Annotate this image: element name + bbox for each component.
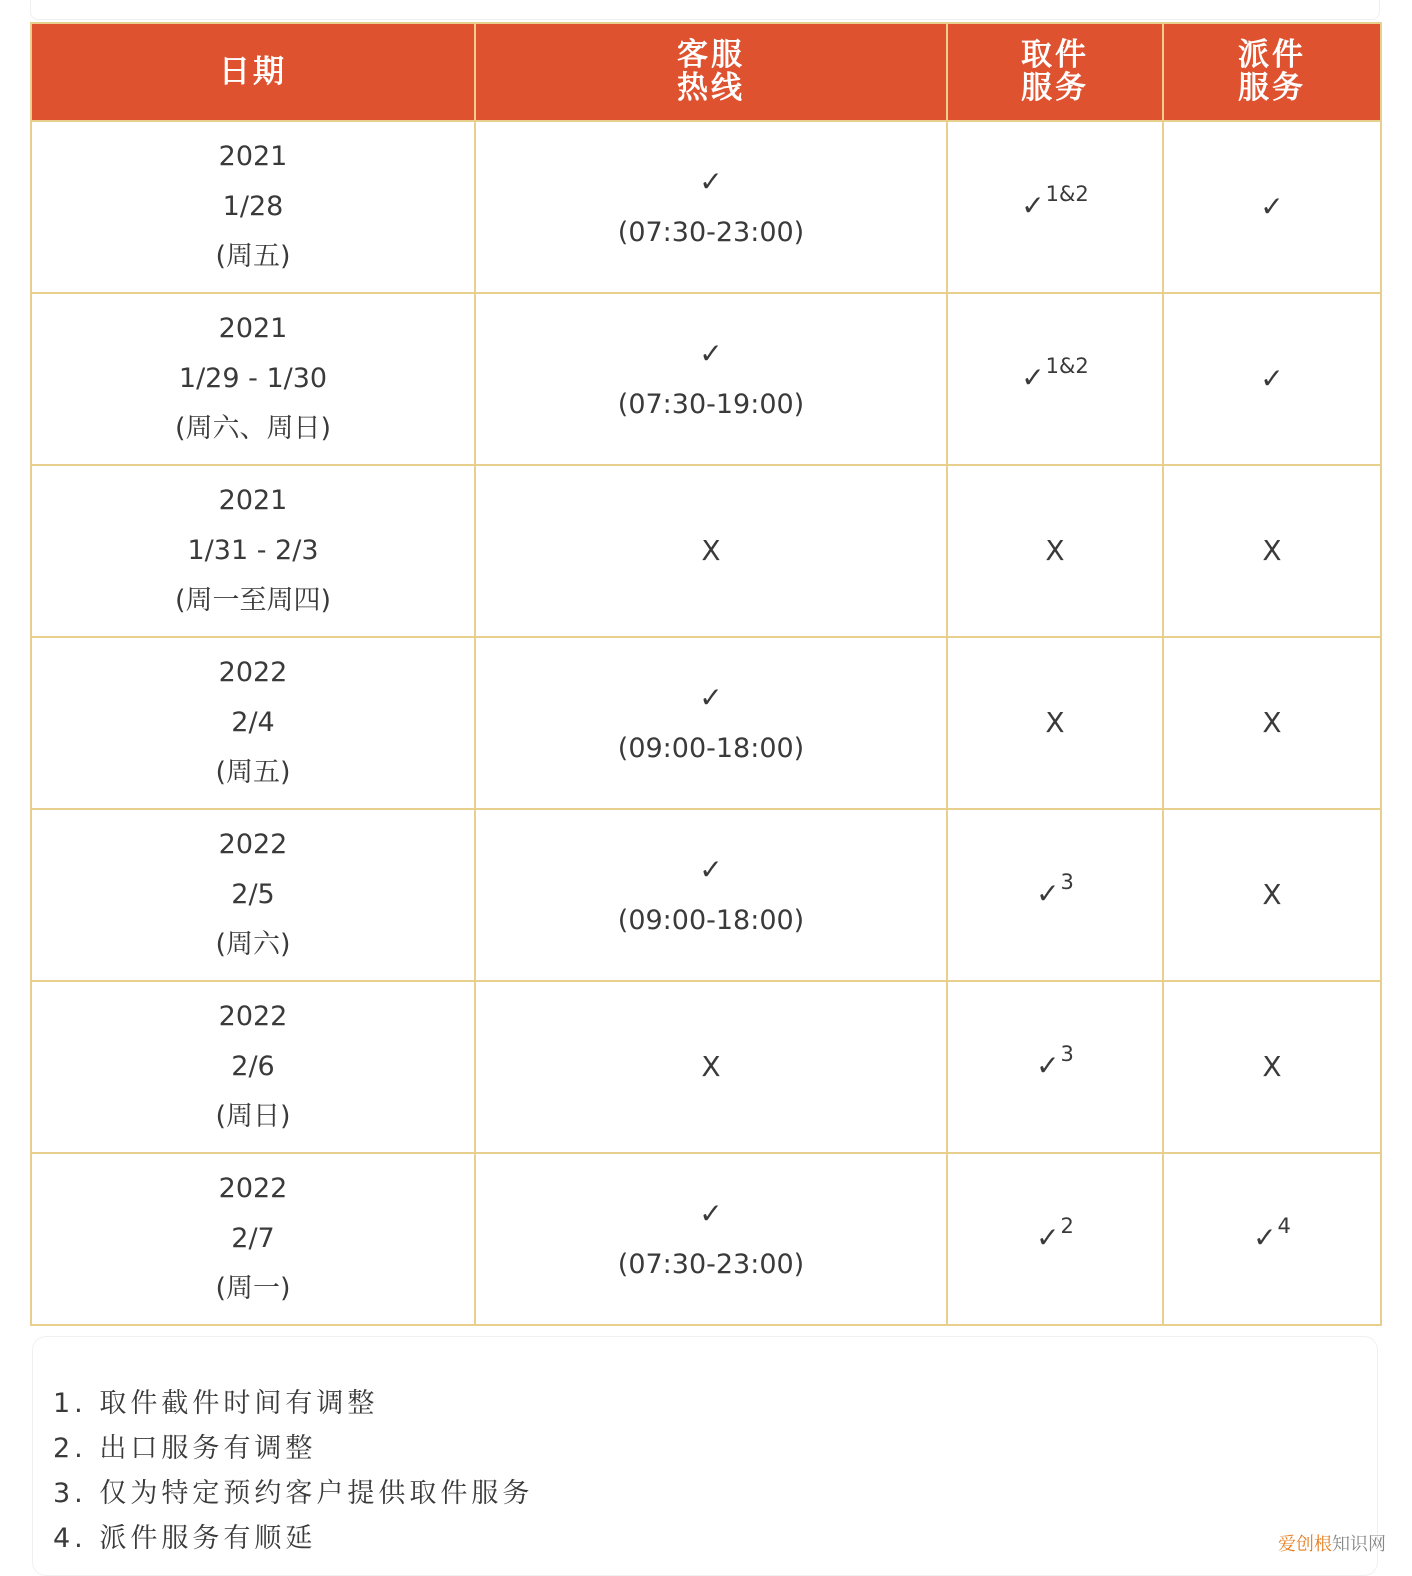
- hotline-cell: [475, 1153, 947, 1325]
- header-delivery-line-2: 服务: [1238, 70, 1306, 106]
- date-year: 2022: [218, 1001, 288, 1032]
- date-weekday: (周日): [215, 1101, 291, 1132]
- date-weekday: (周六): [215, 929, 291, 960]
- check-icon: ✓: [1021, 361, 1045, 394]
- date-year: 2022: [218, 829, 288, 860]
- pickup-status: [1021, 353, 1089, 405]
- pickup-cell: [947, 293, 1163, 465]
- cross-icon: X: [1262, 533, 1282, 567]
- pickup-cell: [947, 981, 1163, 1153]
- delivery-cell: [1163, 293, 1381, 465]
- cross-icon: X: [1262, 705, 1282, 739]
- date-cell: [31, 981, 475, 1153]
- footnotes-list: [33, 1337, 1377, 1561]
- date-range: 1/29 - 1/30: [178, 363, 328, 394]
- table-row: [31, 981, 1381, 1153]
- check-icon: ✓: [1036, 1049, 1060, 1082]
- table-row: [31, 293, 1381, 465]
- date-weekday: (周五): [215, 757, 291, 788]
- pickup-cell: [947, 465, 1163, 637]
- watermark-brand: 爱创根: [1278, 1534, 1332, 1555]
- header-hotline: [475, 23, 947, 121]
- delivery-cell: [1163, 637, 1381, 809]
- delivery-cell: [1163, 465, 1381, 637]
- pickup-status: [1021, 181, 1089, 233]
- cross-icon: X: [1045, 533, 1065, 567]
- cross-icon: X: [1262, 1049, 1282, 1083]
- check-icon: ✓: [699, 680, 723, 714]
- service-schedule-table: [30, 22, 1382, 1326]
- footnote-ref: 1&2: [1045, 182, 1089, 206]
- table-row: [31, 465, 1381, 637]
- delivery-cell: [1163, 1153, 1381, 1325]
- delivery-status: [1260, 354, 1283, 404]
- pickup-status: [1045, 526, 1064, 576]
- date-cell: [31, 465, 475, 637]
- footnote-ref: 4: [1277, 1214, 1291, 1238]
- header-pickup: [947, 23, 1163, 121]
- footnote-ref: 3: [1060, 1042, 1074, 1066]
- date-cell: [31, 293, 475, 465]
- footnotes-panel: [32, 1336, 1378, 1576]
- date-range: 2/5: [231, 879, 275, 910]
- footnote-item: 2. 出口服务有调整: [53, 1433, 317, 1464]
- delivery-status: [1262, 526, 1281, 576]
- check-icon: ✓: [699, 852, 723, 886]
- date-year: 2022: [218, 1173, 288, 1204]
- table-row: [31, 637, 1381, 809]
- header-hotline-line-1: 客服: [677, 37, 745, 73]
- hotline-hours: (07:30-23:00): [617, 216, 805, 248]
- header-date: [31, 23, 475, 121]
- check-icon: ✓: [699, 1196, 723, 1230]
- date-range: 1/28: [222, 191, 284, 222]
- delivery-cell: [1163, 121, 1381, 293]
- delivery-cell: [1163, 809, 1381, 981]
- date-weekday: (周一至周四): [174, 585, 332, 616]
- date-range: 2/7: [231, 1223, 275, 1254]
- hotline-cell: [475, 981, 947, 1153]
- check-icon: ✓: [1021, 189, 1045, 222]
- delivery-cell: [1163, 981, 1381, 1153]
- check-icon: ✓: [1260, 361, 1284, 395]
- table-row: [31, 809, 1381, 981]
- date-weekday: (周五): [215, 241, 291, 272]
- delivery-status: [1262, 698, 1281, 748]
- footnote-ref: 2: [1060, 1214, 1074, 1238]
- hotline-cell: [475, 637, 947, 809]
- footnote-item: 4. 派件服务有顺延: [53, 1523, 317, 1554]
- hotline-cell: [475, 121, 947, 293]
- hotline-hours: (07:30-19:00): [617, 388, 805, 420]
- date-year: 2022: [218, 657, 288, 688]
- hotline-hours: (09:00-18:00): [617, 904, 805, 936]
- date-weekday: (周一): [215, 1273, 291, 1304]
- pickup-cell: [947, 637, 1163, 809]
- pickup-status: [1036, 869, 1074, 921]
- pickup-cell: [947, 1153, 1163, 1325]
- header-date-line: 日期: [219, 53, 287, 90]
- header-row: [31, 23, 1381, 121]
- footnote-ref: 1&2: [1045, 354, 1089, 378]
- watermark-site: 知识网: [1332, 1534, 1386, 1555]
- date-cell: [31, 637, 475, 809]
- date-year: 2021: [218, 141, 288, 172]
- header-pickup-line-2: 服务: [1021, 70, 1089, 106]
- date-range: 1/31 - 2/3: [187, 535, 319, 566]
- site-watermark: [1278, 1530, 1386, 1556]
- pickup-status: [1036, 1213, 1074, 1265]
- header-hotline-line-2: 热线: [677, 70, 745, 106]
- check-icon: ✓: [1253, 1221, 1277, 1254]
- delivery-status: [1262, 870, 1281, 920]
- date-cell: [31, 121, 475, 293]
- date-weekday: (周六、周日): [174, 413, 332, 444]
- header-delivery-line-1: 派件: [1238, 37, 1306, 73]
- hotline-hours: (07:30-23:00): [617, 1248, 805, 1280]
- pickup-cell: [947, 121, 1163, 293]
- cross-icon: X: [1262, 877, 1282, 911]
- table-row: [31, 121, 1381, 293]
- hotline-hours: (09:00-18:00): [617, 732, 805, 764]
- check-icon: ✓: [1036, 1221, 1060, 1254]
- date-range: 2/4: [231, 707, 275, 738]
- footnote-item: 1. 取件截件时间有调整: [53, 1388, 379, 1419]
- delivery-status: [1260, 182, 1283, 232]
- cross-icon: X: [1045, 705, 1065, 739]
- table-header: [31, 23, 1381, 121]
- hotline-cell: [475, 809, 947, 981]
- date-year: 2021: [218, 313, 288, 344]
- footnote-item: 3. 仅为特定预约客户提供取件服务: [53, 1478, 534, 1509]
- check-icon: ✓: [1036, 877, 1060, 910]
- header-delivery: [1163, 23, 1381, 121]
- date-cell: [31, 1153, 475, 1325]
- footnote-ref: 3: [1060, 870, 1074, 894]
- pickup-status: [1036, 1041, 1074, 1093]
- pickup-cell: [947, 809, 1163, 981]
- date-year: 2021: [218, 485, 288, 516]
- cross-icon: X: [701, 533, 721, 567]
- check-icon: ✓: [699, 164, 723, 198]
- pickup-status: [1045, 698, 1064, 748]
- check-icon: ✓: [699, 336, 723, 370]
- hotline-cell: [475, 465, 947, 637]
- previous-card-edge: [30, 0, 1380, 20]
- table-body: [31, 121, 1381, 1325]
- header-pickup-line-1: 取件: [1021, 37, 1089, 73]
- check-icon: ✓: [1260, 189, 1284, 223]
- date-range: 2/6: [231, 1051, 275, 1082]
- hotline-cell: [475, 293, 947, 465]
- date-cell: [31, 809, 475, 981]
- delivery-status: [1262, 1042, 1281, 1092]
- cross-icon: X: [701, 1049, 721, 1083]
- table-row: [31, 1153, 1381, 1325]
- delivery-status: [1253, 1213, 1291, 1265]
